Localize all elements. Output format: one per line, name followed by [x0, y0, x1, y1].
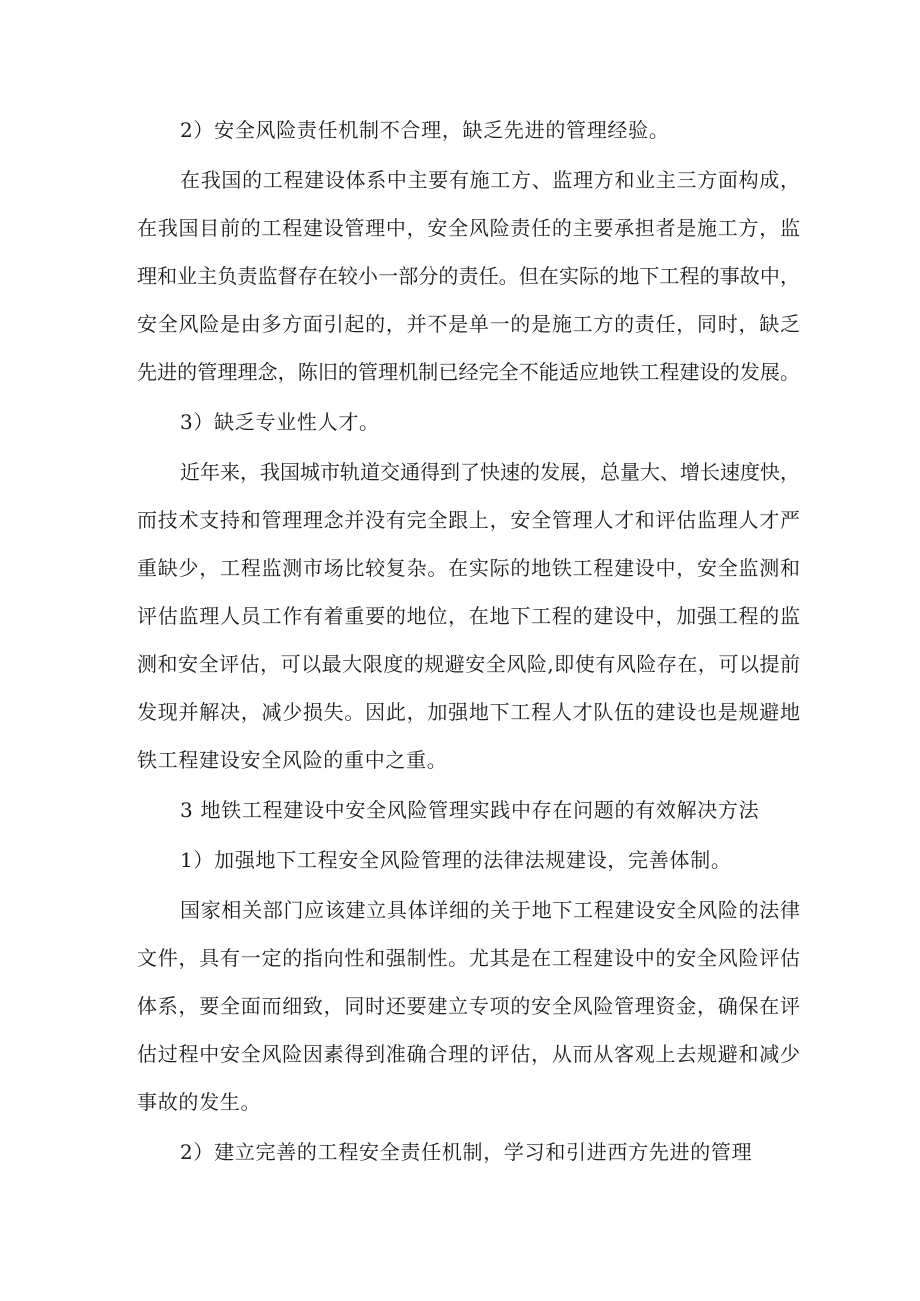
- text-line: 先进的管理理念，陈旧的管理机制已经完全不能适应地铁工程建设的发展。: [137, 360, 800, 384]
- text-line: 文件，具有一定的指向性和强制性。尤其是在工程建设中的安全风险评估: [137, 946, 800, 970]
- list-item-heading: [137, 1128, 800, 1176]
- text-line: 重缺少，工程监测市场比较复杂。在实际的地铁工程建设中，安全监测和: [137, 556, 800, 580]
- text-line: 2）安全风险责任机制不合理，缺乏先进的管理经验。: [180, 118, 670, 142]
- text-line: 估过程中安全风险因素得到准确合理的评估，从而从客观上去规避和减少: [137, 1042, 800, 1066]
- text-line: 理和业主负责监督存在较小一部分的责任。但在实际的地下工程的事故中，: [137, 264, 800, 288]
- body-paragraph: [137, 886, 800, 1126]
- list-item-heading: [137, 106, 800, 154]
- text-line: 测和安全评估，可以最大限度的规避安全风险,即使有风险存在，可以提前: [137, 652, 800, 676]
- text-line: 近年来，我国城市轨道交通得到了快速的发展，总量大、增长速度快，: [180, 460, 800, 484]
- text-line: 在我国的工程建设体系中主要有施工方、监理方和业主三方面构成，: [180, 168, 800, 192]
- text-line: 评估监理人员工作有着重要的地位，在地下工程的建设中，加强工程的监: [137, 604, 800, 628]
- text-line: 2）建立完善的工程安全责任机制，学习和引进西方先进的管理: [180, 1140, 753, 1164]
- section-heading: [137, 786, 800, 834]
- text-line: 铁工程建设安全风险的重中之重。: [137, 748, 448, 772]
- text-line: 3 地铁工程建设中安全风险管理实践中存在问题的有效解决方法: [180, 798, 760, 822]
- text-line: 事故的发生。: [137, 1090, 262, 1114]
- text-line: 发现并解决，减少损失。因此，加强地下工程人才队伍的建设也是规避地: [137, 700, 800, 724]
- list-item-heading: [137, 836, 800, 884]
- body-paragraph: [137, 448, 800, 784]
- text-line: 在我国目前的工程建设管理中，安全风险责任的主要承担者是施工方，监: [137, 216, 800, 240]
- text-line: 3）缺乏专业性人才。: [180, 410, 380, 434]
- list-item-heading: [137, 398, 800, 446]
- body-paragraph: [137, 156, 800, 396]
- text-line: 1）加强地下工程安全风险管理的法律法规建设，完善体制。: [180, 848, 732, 872]
- document-page: [137, 106, 800, 1176]
- text-line: 国家相关部门应该建立具体详细的关于地下工程建设安全风险的法律: [180, 898, 800, 922]
- text-line: 而技术支持和管理理念并没有完全跟上，安全管理人才和评估监理人才严: [137, 508, 800, 532]
- text-line: 体系，要全面而细致，同时还要建立专项的安全风险管理资金，确保在评: [137, 994, 800, 1018]
- text-line: 安全风险是由多方面引起的，并不是单一的是施工方的责任，同时，缺乏: [137, 312, 800, 336]
